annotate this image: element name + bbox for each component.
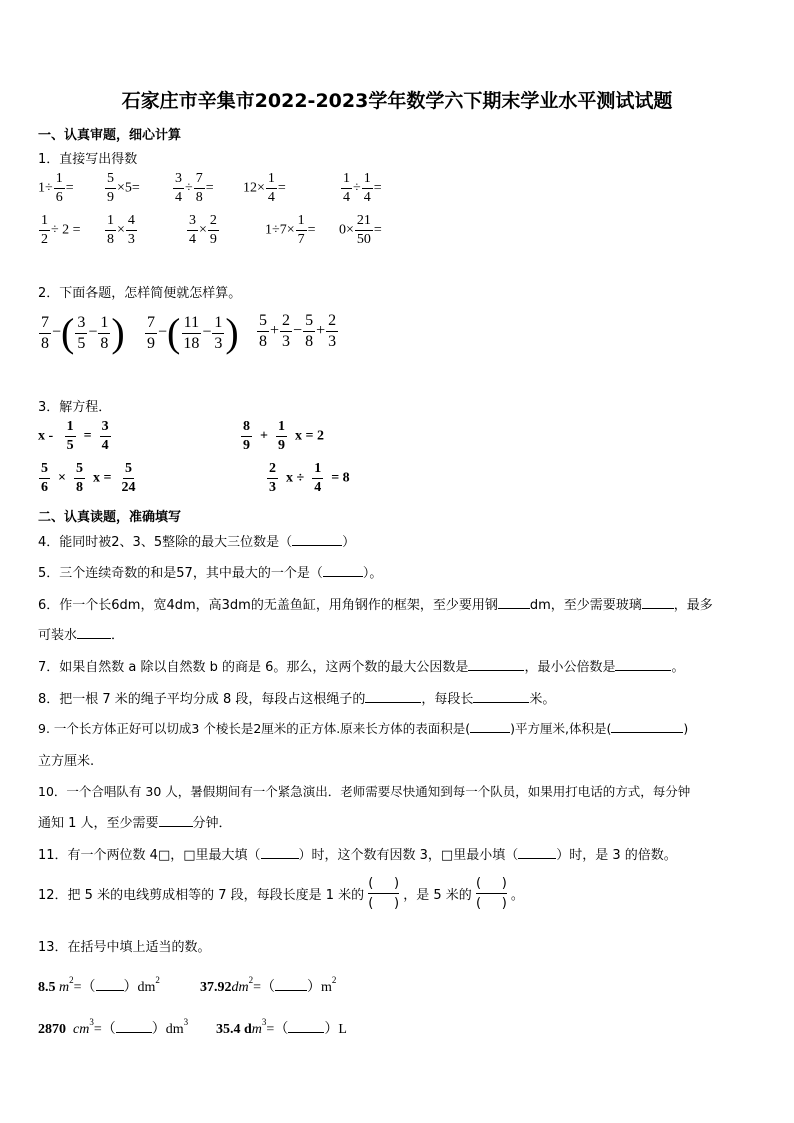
answer-blank[interactable] [365, 702, 421, 703]
calc-9: 1÷7× $\frac{1}{7}$ = [265, 213, 316, 247]
calc-6: $\frac{1}{2}$ ÷ 2 = [41, 213, 81, 247]
answer-blank[interactable] [261, 858, 299, 859]
calc-3: $\frac{3}{4}$ ÷ $\frac{7}{8}$ = [175, 171, 214, 205]
calc-5: $\frac{1}{4}$ ÷ $\frac{1}{4}$ = [343, 171, 382, 205]
answer-blank[interactable] [292, 545, 342, 546]
question-6: 6．作一个长6dm，宽4dm，高3dm的无盖鱼缸，用角钢作的框架，至少要用钢 dm，至少需要玻璃 ，最多 [38, 598, 713, 613]
question-8: 8．把一根 7 米的绳子平均分成 8 段，每段占这根绳子的 ，每段长 米。 [38, 692, 556, 707]
question-6-cont: 可装水 ． [38, 628, 125, 643]
answer-blank[interactable] [468, 670, 524, 671]
answer-blank[interactable] [96, 990, 124, 991]
calc-8: $\frac{3}{4}$ × $\frac{2}{9}$ [189, 213, 217, 247]
equation-2: $\frac{8}{9}$ + $\frac{1}{9}$ x = 2 [243, 419, 324, 453]
equation-3: $\frac{5}{6}$ × $\frac{5}{8}$ x = $\frac{5}{24}$ [41, 461, 136, 495]
answer-blank[interactable] [615, 670, 671, 671]
answer-blank[interactable] [642, 608, 674, 609]
equation-4: $\frac{2}{3}$ x ÷ $\frac{1}{4}$ = 8 [269, 461, 350, 495]
unit-conversion-2: $37.92dm^2=$（ ）$m^2$ [200, 975, 337, 995]
answer-blank[interactable] [498, 608, 530, 609]
question-11: 11．有一个两位数 4□，□里最大填（ ）时，这个数有因数 3，□里最小填（ ）时，是 3 的倍数。 [38, 848, 677, 863]
answer-blank[interactable] [275, 990, 307, 991]
answer-blank[interactable] [470, 732, 510, 733]
question-5: 5．三个连续奇数的和是57，其中最大的一个是（ ）。 [38, 566, 383, 581]
simplify-2: $\frac{7}{9}$ −( $\frac{11}{18}$ − $\frac{1}{3}$ ) [147, 310, 239, 355]
question-9-cont: 立方厘米. [38, 754, 95, 769]
answer-blank[interactable] [116, 1032, 152, 1033]
calc-4: 12× $\frac{1}{4}$ = [243, 171, 286, 205]
simplify-1: $\frac{7}{8}$ −( $\frac{3}{5}$ − $\frac{1}{8}$ ) [41, 310, 125, 355]
calc-2: $\frac{5}{9}$ ×5= [107, 171, 140, 205]
question-9: 9. 一个长方体正好可以切成3 个棱长是2厘米的正方体.原来长方体的表面积是( )平方厘米,体积是( ) [38, 721, 689, 736]
question-1: 1．直接写出得数 [38, 152, 138, 167]
unit-conversion-1: 8.5 $m^2=$（ ）$dm^2$ [38, 975, 160, 995]
answer-blank[interactable] [77, 638, 111, 639]
question-10-cont: 通知 1 人，至少需要 分钟． [38, 816, 232, 831]
question-3: 3．解方程． [38, 400, 112, 415]
answer-blank[interactable] [288, 1032, 324, 1033]
answer-blank[interactable] [611, 732, 683, 733]
section-1-heading: 一、认真审题，细心计算 [38, 128, 182, 143]
answer-blank[interactable] [323, 576, 363, 577]
equation-1: x - $\frac{1}{5}$ = $\frac{3}{4}$ [38, 419, 109, 453]
question-7: 7．如果自然数 a 除以自然数 b 的商是 6。那么，这两个数的最大公因数是 ，最小公倍数是 。 [38, 660, 685, 675]
fraction-blank[interactable]: ( ) ( ) [475, 876, 507, 911]
fraction-blank[interactable]: ( ) ( ) [368, 876, 400, 911]
question-13: 13．在括号中填上适当的数。 [38, 940, 211, 955]
simplify-3: $\frac{5}{8}$ + $\frac{2}{3}$ − $\frac{5}{8}$ + $\frac{2}{3}$ [259, 312, 337, 350]
question-2: 2．下面各题，怎样简便就怎样算。 [38, 286, 242, 301]
question-4: 4．能同时被2、3、5整除的最大三位数是（ ） [38, 535, 356, 550]
question-10: 10．一个合唱队有 30 人，暑假期间有一个紧急演出．老师需要尽快通知到每一个队员，如果用打电话的方式，每分钟 [38, 784, 691, 799]
question-12: 12．把 5 米的电线剪成相等的 7 段，每段长度是 1 米的 ( ) ( ) ，是 5 米的 ( ) ( ) 。 [38, 876, 524, 911]
section-2-heading: 二、认真读题，准确填写 [38, 510, 182, 525]
page-title: 石家庄市辛集市2022-2023学年数学六下期末学业水平测试试题 [121, 90, 673, 112]
answer-blank[interactable] [518, 858, 556, 859]
calc-1: 1÷ $\frac{1}{6}$ = [38, 171, 74, 205]
unit-conversion-3: 2870 $cm^3=$（ ）$dm^3$ [38, 1017, 189, 1037]
unit-conversion-4: 35.4 $dm^3=$（ ）L [216, 1017, 347, 1037]
answer-blank[interactable] [159, 826, 193, 827]
calc-10: 0× $\frac{21}{50}$ = [339, 213, 382, 247]
answer-blank[interactable] [473, 702, 529, 703]
calc-7: $\frac{1}{8}$ × $\frac{4}{3}$ [107, 213, 135, 247]
